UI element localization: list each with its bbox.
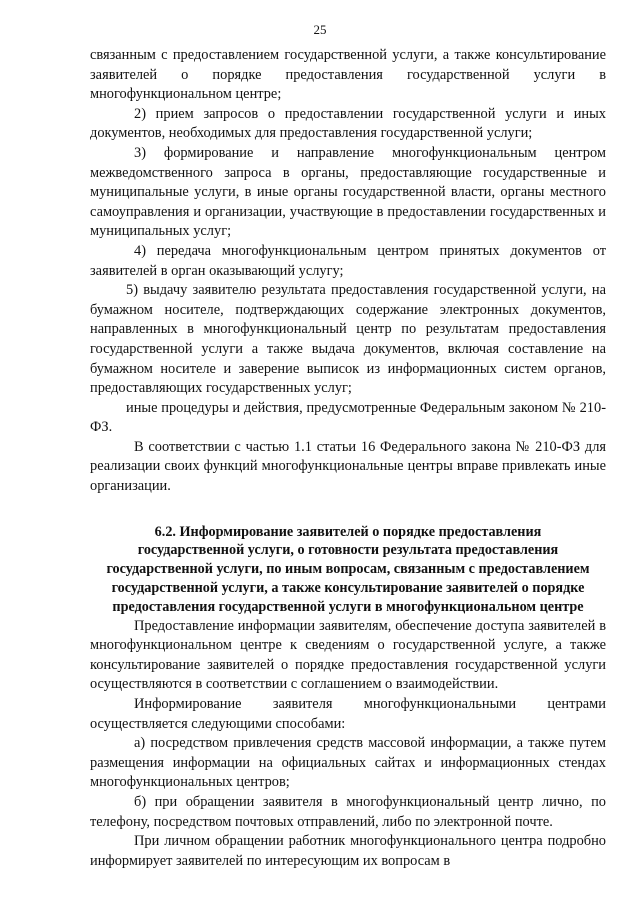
list-item-5: 5) выдачу заявителю результата предоставления государственной услуги, на бумажном носителе, подтверждающих содержание электронных документов, направленных в многофункциональный центр по результатам предоставления государственной услуги а также выдача документов, включая составление на бумажном носителе и заверение выписок из информационных систем органов, предоставляющих государственных услуг; xyxy=(90,282,606,397)
list-item-2: 2) прием запросов о предоставлении государственной услуги и иных документов, необходимых для предоставления государственной услуги; xyxy=(90,105,606,142)
list-item-b: б) при обращении заявителя в многофункциональный центр лично, по телефону, посредством почтовых отправлений, либо по электронной почте. xyxy=(90,793,606,830)
paragraph-other-procedures: иные процедуры и действия, предусмотренные Федеральным законом № 210-ФЗ. xyxy=(90,399,606,436)
paragraph-informing-methods: Информирование заявителя многофункциональными центрами осуществляется следующими способами: xyxy=(90,696,606,732)
paragraph-info-provision: Предоставление информации заявителям, обеспечение доступа заявителей в многофункциональном центре к сведениям о государственной услуге, а также консультирование заявителей о порядке предоставления государственной услуги осуществляются в соответствии с соглашением о взаимодействии. xyxy=(90,617,606,693)
paragraph-law-reference: В соответствии с частью 1.1 статьи 16 Федерального закона № 210-ФЗ для реализации своих функций многофункциональные центры вправе привлекать иные организации. xyxy=(90,438,606,495)
paragraph-personal-visit: При личном обращении работник многофункционального центра подробно информирует заявителей по интересующим их вопросам в xyxy=(90,833,606,869)
section-heading-6-2: 6.2. Информирование заявителей о порядке предоставления государственной услуги, о готовности результата предоставления государственной услуги, по иным вопросам, связанным с предоставлением государственной услуги, а также консультирование заявителей о порядке предоставления государственной услуги в многофункциональном центре xyxy=(106,523,590,615)
page-number: 25 xyxy=(313,22,327,37)
document-body xyxy=(90,46,606,871)
list-item-4: 4) передача многофункциональным центром принятых документов от заявителей в орган оказывающий услугу; xyxy=(90,242,606,279)
list-item-3: 3) формирование и направление многофункциональным центром межведомственного запроса в органы, предоставляющие государственные и муниципальные услуги, в иные органы государственной власти, органы местного самоуправления и организации, участвующие в предоставлении государственных и муниципальных услуг; xyxy=(90,144,606,240)
paragraph-continuation: связанным с предоставлением государственной услуги, а также консультирование заявителей о порядке предоставления государственной услуги в многофункциональном центре; xyxy=(90,47,606,103)
list-item-a: а) посредством привлечения средств массовой информации, а также путем размещения информации на официальных сайтах и информационных стендах многофункциональных центров; xyxy=(90,735,606,791)
